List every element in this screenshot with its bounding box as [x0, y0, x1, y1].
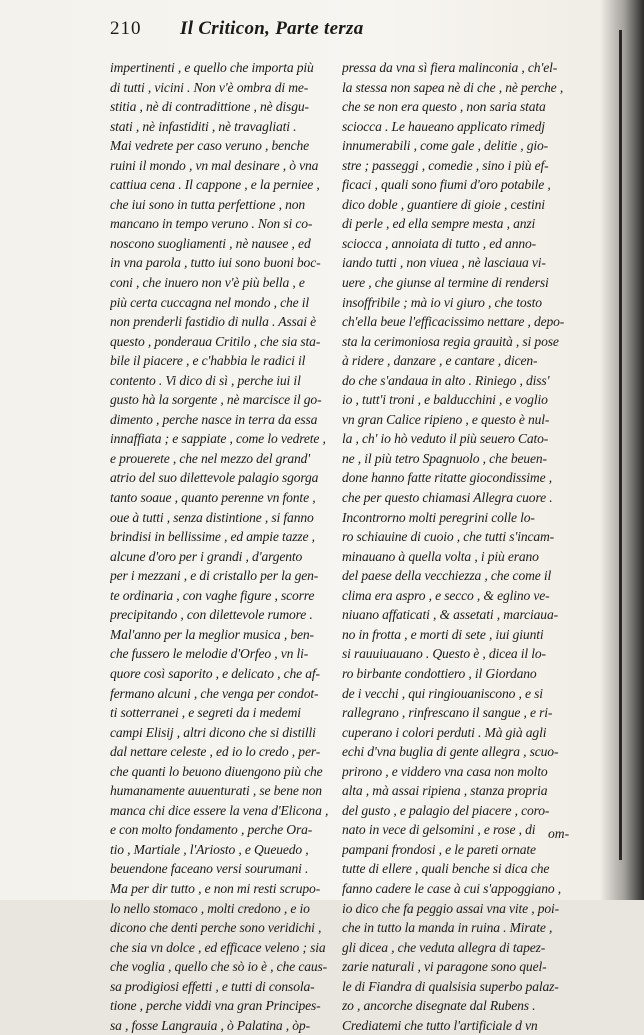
- text-line: sciocca , annoiata di tutto , ed anno-: [342, 235, 537, 251]
- text-line: brindisi in bellissime , ed ampie tazze ,: [110, 529, 315, 545]
- text-line: humanamente auuenturati , se bene non: [110, 783, 322, 799]
- text-line: sa , fosse Langrauia , ò Palatina , òp-: [110, 1017, 310, 1033]
- text-line: ro birbante condottiero , il Giordano: [342, 665, 537, 681]
- text-line: la stessa non sapea nè di che , nè perche ,: [342, 79, 564, 95]
- text-line: done hanno fatte ritatte giocondissime ,: [342, 470, 552, 486]
- text-line: impertinenti , e quello che importa più: [110, 60, 314, 75]
- text-line: uere , che giunse al termine di rendersi: [342, 275, 549, 291]
- text-line: sta la cerimoniosa regia grauità , si pose: [342, 333, 559, 349]
- text-line: nato in vece di gelsomini , e rose , di: [342, 822, 536, 838]
- text-line: quore così saporito , e delicato , che af-: [110, 665, 320, 681]
- text-line: à ridere , danzare , e cantare , dicen-: [342, 353, 538, 369]
- text-line: lo nello stomaco , molti credono , e io: [110, 900, 310, 916]
- text-line: alta , mà assai ripiena , stanza propria: [342, 783, 548, 799]
- text-line: contento . Vi dico di sì , perche iui il: [110, 372, 301, 388]
- text-line: e prouerete , che nel mezzo del grand': [110, 450, 311, 466]
- text-line: dimento , perche nasce in terra da essa: [110, 411, 318, 427]
- text-line: Mal'anno per la meglior musica , ben-: [110, 626, 314, 642]
- text-line: gli dicea , che veduta allegra di tapez-: [342, 939, 546, 955]
- catchword: om-: [548, 826, 570, 841]
- text-column-right: [342, 58, 592, 1035]
- text-line: clima era aspro , e secco , & eglino ve-: [342, 587, 550, 603]
- text-line: dicono che denti perche sono veridichi ,: [110, 920, 322, 936]
- text-line: oue à tutti , senza distintione , si fanno: [110, 509, 314, 525]
- text-line: ch'ella beue l'efficacissimo nettare , depo-: [342, 314, 565, 330]
- text-line: che iui sono in tutta perfettione , non: [110, 196, 306, 212]
- text-line: ne , il più tetro Spagnuolo , che beuen-: [342, 450, 547, 466]
- text-line: precipitando , con dilettevole rumore .: [110, 607, 313, 623]
- page-edge-line: [619, 30, 622, 860]
- running-title: Il Criticon, Parte terza: [180, 18, 364, 39]
- text-line: innumerabili , come gale , delitie , gio-: [342, 138, 549, 154]
- text-line: insoffribile ; mà io vi giuro , che tosto: [342, 294, 542, 310]
- page-number: 210: [110, 18, 142, 39]
- text-line: tutte di ellere , quali benche si dica che: [342, 861, 550, 877]
- text-line: ficaci , quali sono fiumi d'oro potabile ,: [342, 177, 551, 193]
- text-line: ro schiauine di cuoio , che tutti s'incam-: [342, 529, 555, 545]
- text-line: bile il piacere , e c'habbia le radici il: [110, 353, 306, 369]
- text-column-left: [110, 58, 336, 1035]
- text-line: di perle , ed ella sempre mesta , anzi: [342, 216, 536, 232]
- text-line: coni , che inuero non v'è più bella , e: [110, 275, 305, 291]
- text-line: rallegrano , rinfrescano il sangue , e ri-: [342, 705, 553, 721]
- text-line: fermano alcuni , che venga per condot-: [110, 685, 319, 701]
- text-line: non prenderli fastidio di nulla . Assai è: [110, 314, 317, 330]
- text-line: dico doble , guantiere di gioie , cestini: [342, 196, 545, 212]
- text-line: si rauuiuauano . Questo è , dicea il lo-: [342, 646, 546, 662]
- text-line: de i vecchi , qui ringiouaniscono , e si: [342, 685, 543, 701]
- text-line: tio , Martiale , l'Ariosto , e Queuedo ,: [110, 841, 309, 857]
- text-line: alcune d'oro per i grandi , d'argento: [110, 548, 303, 564]
- text-line: Mai vedrete per caso veruno , benche: [110, 138, 310, 154]
- text-line: no in frotta , e morti di sete , iui giunti: [342, 626, 544, 642]
- running-head: [110, 18, 590, 48]
- text-line: che per questo chiamasi Allegra cuore .: [342, 490, 553, 506]
- text-line: tanto soaue , quanto perenne vn fonte ,: [110, 490, 316, 506]
- text-line: più certa cuccagna nel mondo , che il: [110, 294, 310, 310]
- text-line: iando tutti , non viuea , nè lasciaua vi-: [342, 255, 546, 271]
- text-line: che voglia , quello che sò io è , che caus-: [110, 959, 328, 975]
- page-edge-shadow: [600, 0, 644, 900]
- text-line: gusto hà la sorgente , nè marcisce il go-: [110, 392, 322, 408]
- text-line: io dico che fa peggio assai vna vite , poi-: [342, 900, 560, 916]
- text-line: ti sotterranei , e segreti da i medemi: [110, 705, 301, 721]
- text-line: la , ch' io hò veduto il più seuero Cato-: [342, 431, 549, 447]
- text-line: e con molto fondamento , perche Ora-: [110, 822, 313, 838]
- text-line: Crediatemi che tutto l'artificiale d vn: [342, 1017, 538, 1033]
- text-line: le di Fiandra di qualsisia superbo palaz-: [342, 978, 559, 994]
- text-line: zarie naturali , vi paragone sono quel-: [342, 959, 547, 975]
- text-line: mancano in tempo veruno . Non si co-: [110, 216, 313, 232]
- text-line: sciocca . Le haueano applicato rimedj: [342, 118, 545, 134]
- text-line: pampani frondosi , e le pareti ornate: [342, 841, 536, 857]
- text-line: del gusto , e palagio del piacere , coro-: [342, 802, 550, 818]
- text-line: per i mezzani , e di cristallo per la gen-: [110, 568, 319, 584]
- text-line: cattiua cena . Il cappone , e la perniee ,: [110, 177, 320, 193]
- text-line: vn gran Calice ripieno , e questo è nul-: [342, 411, 550, 427]
- text-line: niuano affaticati , & assetati , marciaua-: [342, 607, 558, 623]
- text-line: stre ; passeggi , comedie , sino i più ef-: [342, 157, 549, 173]
- text-line: di tutti , vicini . Non v'è ombra di me-: [110, 79, 309, 95]
- text-line: prirono , e viddero vna casa non molto: [342, 763, 548, 779]
- text-line: che sia vn dolce , ed efficace veleno ; sia: [110, 939, 326, 955]
- text-line: atrio del suo dilettevole palagio sgorga: [110, 470, 319, 486]
- text-line: stitia , nè di contradittione , nè disgu-: [110, 99, 309, 115]
- text-line: che quanti lo beuono diuengono più che: [110, 763, 323, 779]
- text-line: beuendone faceano versi sourumani .: [110, 861, 309, 877]
- text-line: manca chi dice essere la vena d'Elicona ,: [110, 802, 329, 818]
- text-line: che fussero le melodie d'Orfeo , vn li-: [110, 646, 309, 662]
- text-line: noscono suogliamenti , nè nausee , ed: [110, 235, 311, 251]
- text-line: tione , perche viddi vna gran Principes-: [110, 998, 321, 1014]
- text-line: Incontrorno molti peregrini colle lo-: [342, 509, 535, 525]
- text-line: minauano à quella volta , i più erano: [342, 548, 539, 564]
- text-line: che se non era questo , non saria stata: [342, 99, 546, 115]
- text-line: Ma per dir tutto , e non mi resti scrupo-: [110, 880, 321, 896]
- text-line: che in tutto la manda in ruina . Mirate ,: [342, 920, 553, 936]
- text-line: cuperano i colori perduti . Mà già agli: [342, 724, 547, 740]
- text-line: te ordinaria , con vaghe figure , scorre: [110, 587, 315, 603]
- text-line: echi d'vna buglia di gente allegra , scuo-: [342, 744, 559, 760]
- text-line: ruini il mondo , vn mal desinare , ò vna: [110, 157, 319, 173]
- text-line: campi Elisij , altri dicono che si distilli: [110, 724, 316, 740]
- text-line: do che s'andaua in alto . Riniego , diss': [342, 372, 550, 388]
- text-line: io , tutt'i troni , e balducchini , e voglio: [342, 392, 548, 408]
- text-line: stati , nè infastiditi , nè travagliati .: [110, 118, 297, 134]
- text-line: pressa da vna sì fiera malinconia , ch'el-: [342, 60, 558, 75]
- text-line: dal nettare celeste , ed io lo credo , per-: [110, 744, 321, 760]
- text-line: zo , ancorche disegnate dal Rubens .: [342, 998, 536, 1014]
- text-line: del paese della vecchiezza , che come il: [342, 568, 552, 584]
- text-line: innaffiata ; e sappiate , come lo vedrete ,: [110, 431, 326, 447]
- text-line: fanno cadere le case à cui s'appoggiano ,: [342, 880, 561, 896]
- text-line: questo , ponderaua Critilo , che sia sta-: [110, 333, 321, 349]
- text-line: in vna parola , tutto iui sono buoni boc-: [110, 255, 321, 271]
- text-line: sa prodigiosi effetti , e tutti di consola-: [110, 978, 315, 994]
